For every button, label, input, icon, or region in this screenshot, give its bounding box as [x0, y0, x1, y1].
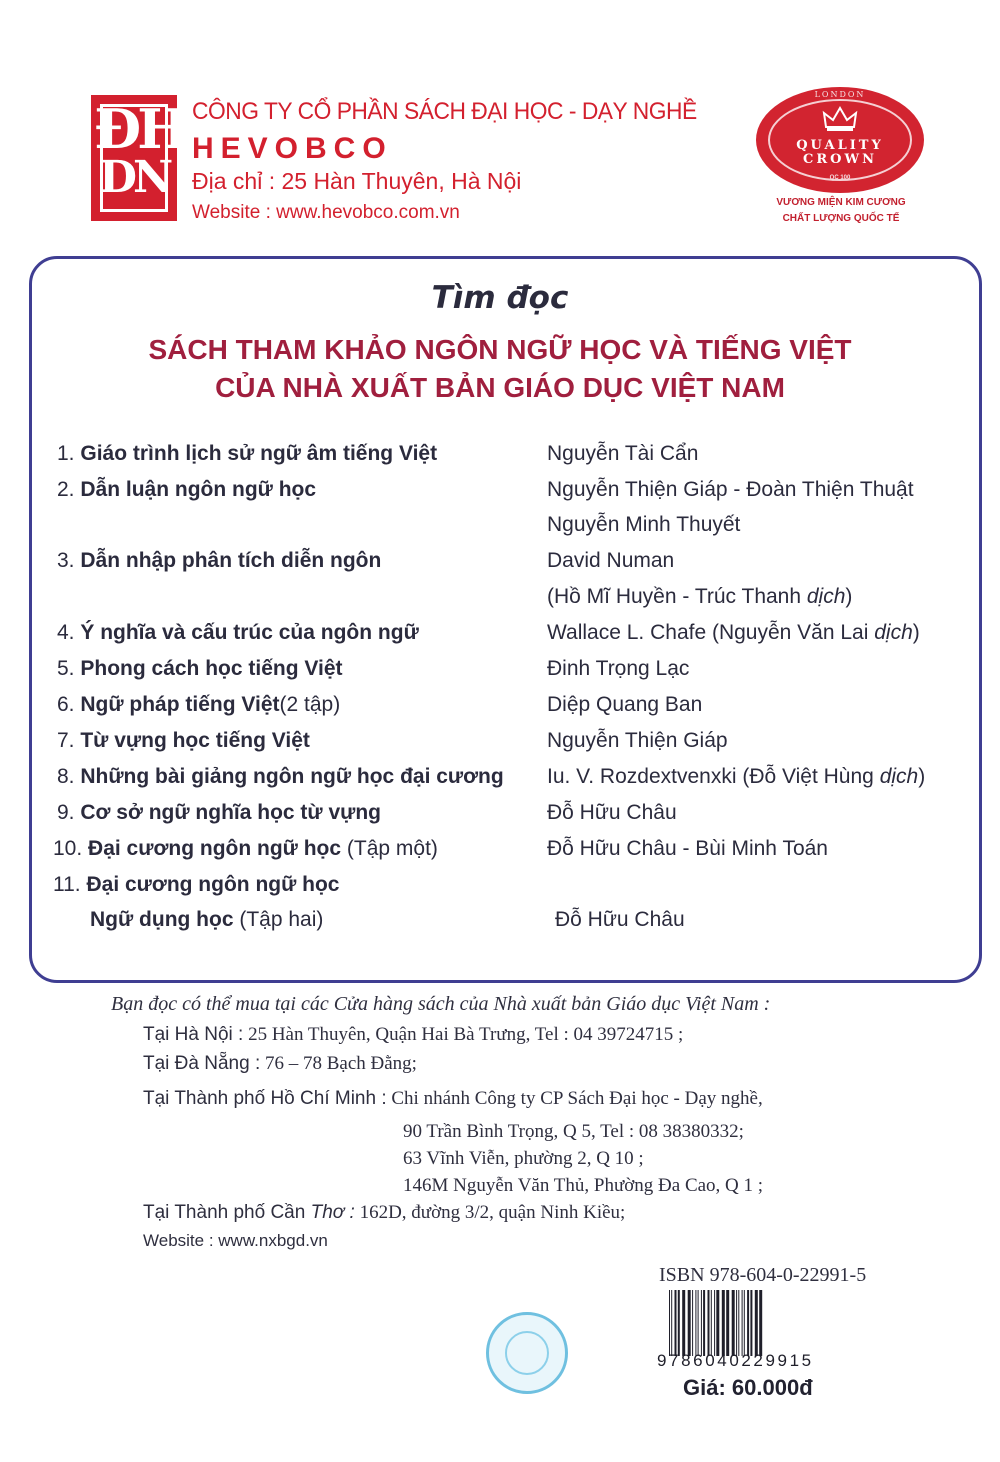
book-item-11-line2 [90, 909, 323, 930]
book-note: (2 tập) [279, 693, 341, 716]
badge-caption-line2: CHẤT LƯỢNG QUỐC TẾ [782, 213, 900, 224]
barcode-bar [688, 1290, 691, 1356]
author-text-end: ) [912, 621, 920, 644]
publisher-store-website: Website : www.nxbgd.vn [143, 1231, 328, 1250]
book-item-10 [53, 838, 438, 859]
book-title: Cơ sở ngữ nghĩa học từ vựng [80, 801, 382, 824]
barcode-bar [716, 1290, 719, 1356]
book-author-10: Đỗ Hữu Châu - Bùi Minh Toán [547, 837, 828, 860]
book-item-11 [53, 874, 339, 895]
book-title: Giáo trình lịch sử ngữ âm tiếng Việt [80, 442, 438, 465]
barcode-bar [695, 1290, 696, 1356]
book-number: 5. [57, 657, 75, 680]
book-title: Ý nghĩa và cấu trúc của ngôn ngữ [80, 621, 419, 644]
reading-list-headline-1: SÁCH THAM KHẢO NGÔN NGỮ HỌC VÀ TIẾNG VIỆT [148, 334, 852, 365]
book-number: 4. [57, 621, 75, 644]
book-item-2 [57, 479, 316, 500]
book-item-1 [57, 443, 437, 464]
barcode-bar [692, 1290, 693, 1356]
publisher-brand: HEVOBCO [192, 132, 393, 165]
translator-note: dịch [879, 765, 919, 788]
store-label: Tại Hà Nội : [143, 1024, 244, 1045]
translator-note: dịch [874, 621, 913, 644]
book-title: Dẫn nhập phân tích diễn ngôn [80, 549, 382, 572]
store-hanoi [143, 1025, 683, 1044]
book-author-8 [547, 766, 925, 787]
store-cantho [143, 1203, 625, 1222]
logo-letters-bottom: DN [98, 152, 170, 203]
book-note: (Tập một) [341, 837, 438, 860]
translator-note: dịch [806, 585, 846, 608]
badge-line-crown: CROWN [803, 152, 877, 167]
reading-list-headline-2: CỦA NHÀ XUẤT BẢN GIÁO DỤC VIỆT NAM [215, 372, 785, 403]
book-number: 10. [53, 837, 83, 860]
book-number: 6. [57, 693, 75, 716]
publisher-website: Website : www.hevobco.com.vn [192, 202, 460, 223]
sales-intro: Bạn đọc có thể mua tại các Cửa hàng sách của Nhà xuất bản Giáo dục Việt Nam : [111, 993, 771, 1015]
store-label: Tại Thành phố Hồ Chí Minh : [143, 1088, 387, 1109]
book-author-5: Đinh Trọng Lạc [547, 657, 690, 680]
book-item-7 [57, 730, 310, 751]
book-number: 7. [57, 729, 75, 752]
barcode-bar [755, 1290, 758, 1356]
store-label: Tại Thành phố Cần [143, 1202, 311, 1223]
barcode-bar [744, 1290, 745, 1356]
store-address: 25 Hàn Thuyên, Quận Hai Bà Trưng, Tel : 04 39724715 ; [243, 1024, 684, 1045]
logo-letters-top: ĐH [94, 97, 185, 161]
store-label: Tại Đà Nẵng : [143, 1053, 261, 1074]
barcode-bar [732, 1290, 735, 1356]
publisher-company-name: CÔNG TY CỔ PHẦN SÁCH ĐẠI HỌC - DẠY NGHỀ [192, 98, 697, 125]
book-author-7: Nguyễn Thiện Giáp [547, 729, 728, 752]
book-note: (Tập hai) [233, 908, 324, 931]
book-title: Những bài giảng ngôn ngữ học đại cương [80, 765, 504, 788]
book-author-4 [547, 622, 920, 643]
book-number: 2. [57, 478, 75, 501]
book-number: 3. [57, 549, 75, 572]
book-number: 9. [57, 801, 75, 824]
barcode-bar [669, 1290, 670, 1356]
book-title: Từ vựng học tiếng Việt [80, 729, 310, 752]
barcode-bar [714, 1290, 715, 1356]
author-text: Iu. V. Rozdextvenxki (Đỗ Việt Hùng [547, 765, 880, 788]
barcode-bar [722, 1290, 725, 1356]
book-item-3 [57, 550, 381, 571]
book-title: Ngữ dụng học [90, 908, 234, 931]
author-text-end: ) [845, 585, 853, 608]
store-address: 162D, đường 3/2, quận Ninh Kiều; [354, 1202, 626, 1223]
quality-crown-badge [756, 87, 924, 193]
barcode-bar [759, 1290, 762, 1356]
barcode-bar [678, 1290, 680, 1356]
barcode-bar [742, 1290, 743, 1356]
barcode-bar [675, 1290, 677, 1356]
authenticity-stamp [486, 1312, 568, 1394]
book-author-9: Đỗ Hữu Châu [547, 801, 677, 824]
barcode-bar [698, 1290, 699, 1356]
barcode-bar [738, 1290, 739, 1356]
book-author-6: Diệp Quang Ban [547, 693, 703, 716]
book-author-3: David Numan [547, 549, 675, 572]
book-number: 8. [57, 765, 75, 788]
price: Giá: 60.000đ [683, 1375, 813, 1400]
book-author-11: Đỗ Hữu Châu [555, 908, 685, 931]
crown-icon [822, 105, 858, 133]
book-author-1: Nguyễn Tài Cẩn [547, 442, 699, 465]
barcode-bar [750, 1290, 752, 1356]
book-item-6 [57, 694, 340, 715]
badge-code: QC 100 [829, 175, 851, 181]
store-hcm-line2: 90 Trần Bình Trọng, Q 5, Tel : 08 38380332; [403, 1121, 744, 1142]
publisher-logo [91, 95, 185, 221]
badge-caption-line1: VƯƠNG MIỆN KIM CƯƠNG [776, 197, 906, 208]
book-author-3-line2 [547, 586, 852, 607]
book-item-5 [57, 658, 343, 679]
store-address: 76 – 78 Bạch Đằng; [260, 1053, 417, 1074]
barcode-bar [703, 1290, 705, 1356]
book-author-2-line2: Nguyễn Minh Thuyết [547, 513, 741, 536]
book-author-2: Nguyễn Thiện Giáp - Đoàn Thiện Thuật [547, 478, 914, 501]
barcode-bar [682, 1290, 685, 1356]
store-address: Chi nhánh Công ty CP Sách Đại học - Dạy nghề, [386, 1088, 763, 1109]
author-text: (Hồ Mĩ Huyền - Trúc Thanh [547, 585, 807, 608]
store-hcm [143, 1089, 763, 1108]
barcode-bar [711, 1290, 712, 1356]
isbn: ISBN 978-604-0-22991-5 [659, 1264, 867, 1286]
store-label-italic: Thơ : [310, 1202, 355, 1223]
barcode-bar [726, 1290, 729, 1356]
book-title: Ngữ pháp tiếng Việt [80, 693, 280, 716]
barcode-bar [736, 1290, 737, 1356]
barcode-bar [671, 1290, 672, 1356]
badge-top-text: LONDON [814, 90, 866, 99]
book-title: Đại cương ngôn ngữ học [86, 873, 340, 896]
store-hcm-line3: 63 Vĩnh Viễn, phường 2, Q 10 ; [403, 1148, 644, 1169]
book-item-9 [57, 802, 381, 823]
author-text: Wallace L. Chafe (Nguyễn Văn Lai [547, 621, 875, 644]
publisher-address: Địa chỉ : 25 Hàn Thuyên, Hà Nội [192, 168, 522, 194]
barcode-digits: 9786040229915 [657, 1351, 814, 1370]
badge-line-quality: QUALITY [796, 138, 884, 153]
barcode [667, 1290, 867, 1356]
store-danang [143, 1054, 417, 1073]
barcode-bar [747, 1290, 749, 1356]
barcode-bar [701, 1290, 702, 1356]
store-hcm-line4: 146M Nguyễn Văn Thủ, Phường Đa Cao, Q 1 ; [403, 1175, 764, 1196]
stamp-ring [505, 1331, 549, 1375]
barcode-bar [708, 1290, 710, 1356]
book-title: Phong cách học tiếng Việt [80, 657, 343, 680]
book-title: Đại cương ngôn ngữ học [88, 837, 342, 860]
reading-list-title: Tìm đọc [431, 280, 569, 316]
book-title: Dẫn luận ngôn ngữ học [80, 478, 317, 501]
author-text-end: ) [918, 765, 926, 788]
book-item-4 [57, 622, 419, 643]
book-number: 11. [53, 873, 81, 896]
book-item-8 [57, 766, 504, 787]
book-number: 1. [57, 442, 75, 465]
